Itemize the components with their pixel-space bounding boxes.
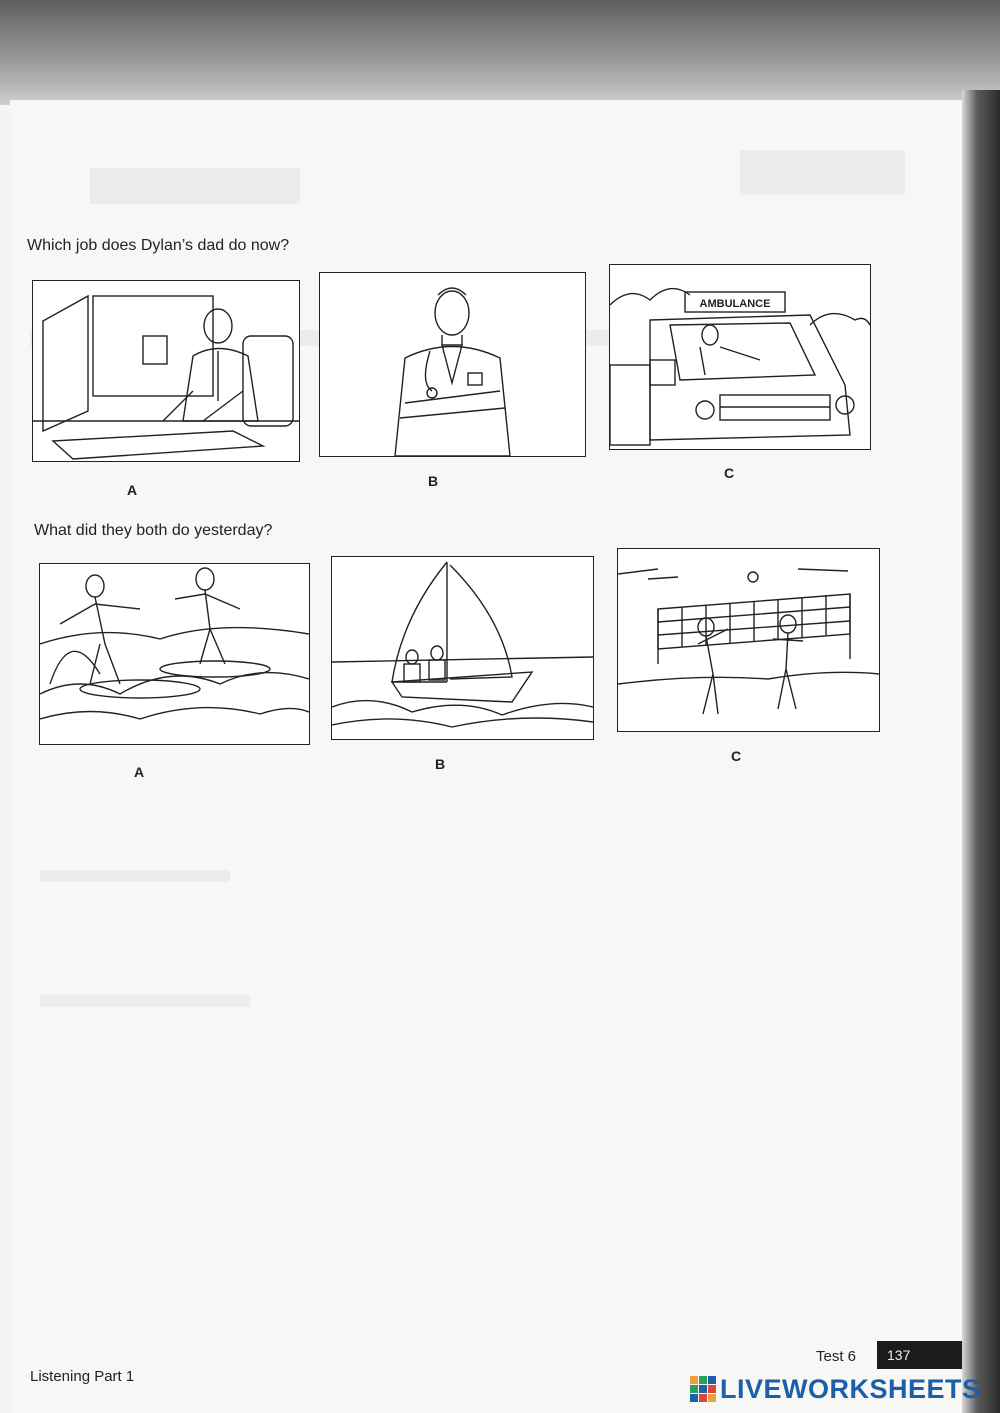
- option-2c-volleyball-image[interactable]: [617, 548, 880, 732]
- option-1c-letter: C: [724, 465, 735, 481]
- option-1c-ambulance-image[interactable]: [609, 264, 871, 450]
- liveworksheets-branding[interactable]: [690, 1374, 981, 1404]
- question-2-text: What did they both do yesterday?: [34, 522, 273, 539]
- question-1-text: Which job does Dylan’s dad do now?: [27, 237, 290, 254]
- beach-volleyball-illustration: [618, 549, 879, 731]
- bleed-through-shape: [90, 168, 300, 204]
- option-1a-letter: A: [127, 482, 138, 498]
- scan-shadow: [0, 0, 1000, 105]
- option-2b-letter: B: [435, 756, 446, 772]
- option-2a-letter: A: [134, 764, 145, 780]
- surfing-illustration: [40, 564, 309, 744]
- page-binding-edge: [962, 90, 1000, 1413]
- ambulance-sign-text: AMBULANCE: [699, 298, 771, 310]
- bleed-through-shape: [740, 150, 905, 195]
- bleed-through-shape: [40, 870, 230, 882]
- option-2b-sailing-image[interactable]: [331, 556, 594, 740]
- option-1b-letter: B: [428, 473, 439, 489]
- ambulance-illustration: [610, 265, 870, 449]
- section-footer-label: Listening Part 1: [30, 1368, 135, 1385]
- office-worker-illustration: [33, 281, 299, 461]
- page-number-tab: [877, 1341, 962, 1369]
- option-1b-doctor-image[interactable]: [319, 272, 586, 457]
- option-2c-letter: C: [731, 748, 742, 764]
- doctor-illustration: [320, 273, 585, 456]
- page-number: 137: [887, 1347, 911, 1363]
- liveworksheets-logo-text: LIVEWORKSHEETS: [720, 1373, 981, 1404]
- sailing-illustration: [332, 557, 593, 739]
- bleed-through-shape: [40, 995, 250, 1007]
- option-1a-office-image[interactable]: [32, 280, 300, 462]
- option-2a-surfing-image[interactable]: [39, 563, 310, 745]
- liveworksheets-grid-icon: [690, 1376, 716, 1402]
- test-label: Test 6: [816, 1348, 857, 1365]
